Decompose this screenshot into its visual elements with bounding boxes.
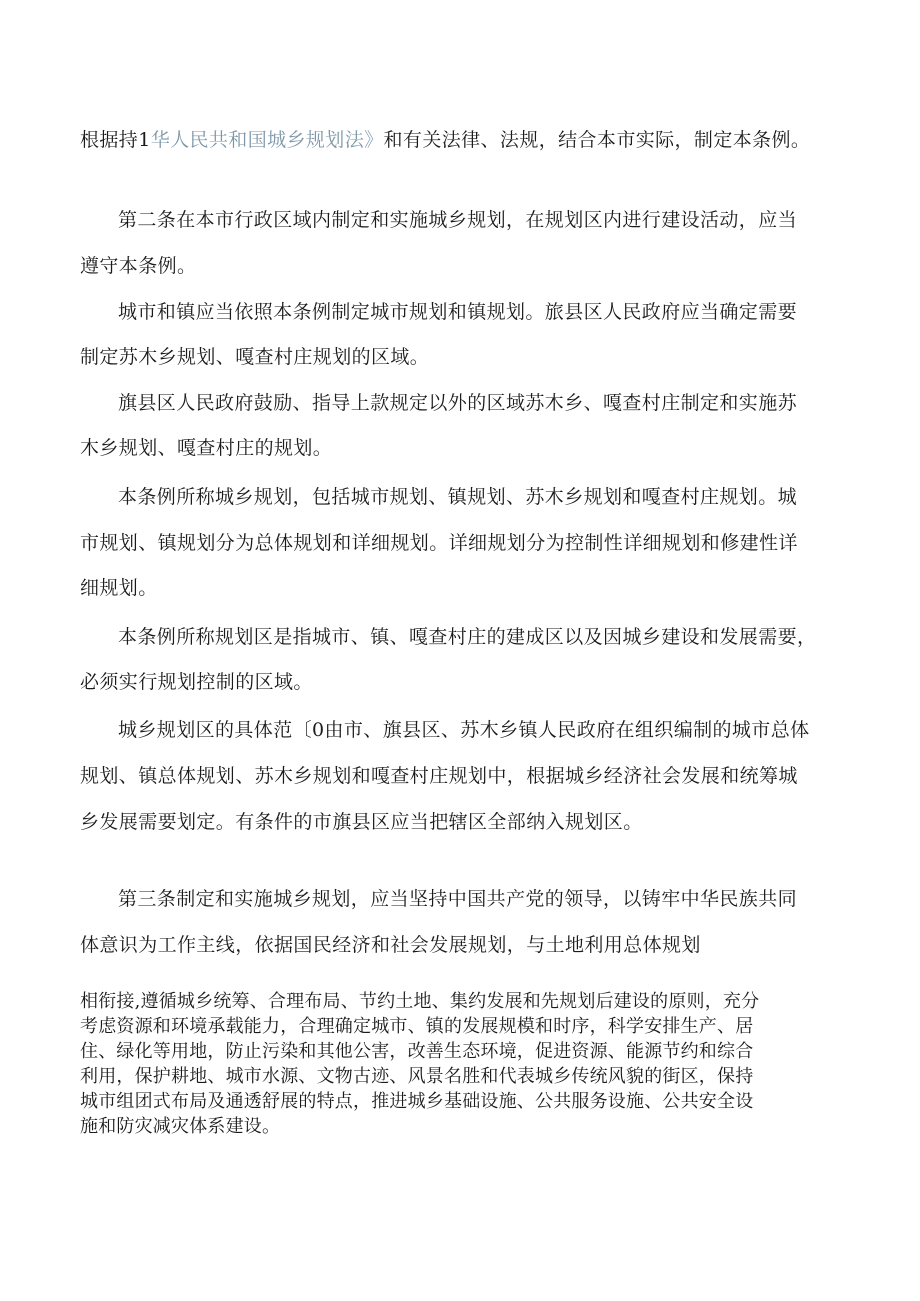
article-1-prefix: 根据持1 xyxy=(80,129,151,151)
article-2-p6-line-3: 乡发展需要划定。有条件的市旗县区应当把辖区全部纳入规划区。 xyxy=(80,811,643,833)
article-2-p5-line-2: 必须实行规划控制的区域。 xyxy=(80,671,313,693)
article-3-p2-line-6: 施和防灾减灾体系建设。 xyxy=(80,1116,281,1137)
article-2-p4-line-2: 市规划、镇规划分为总体规划和详细规划。详细规划分为控制性详细规划和修建性详 xyxy=(80,532,798,554)
article-3-p2-line-4: 利用，保护耕地、城市水源、文物古迹、风景名胜和代表城乡传统风貌的街区，保持 xyxy=(80,1066,754,1087)
article-1-tail xyxy=(80,128,810,152)
article-3-p1-line-2: 体意识为工作主线，依据国民经济和社会发展规划，与土地利用总体规划 xyxy=(80,934,701,956)
article-3-p2-line-3: 住、绿化等用地，防止污染和其他公害，改善生态环境，促进资源、能源节约和综合 xyxy=(80,1041,754,1062)
article-3-p1-line-1: 第三条制定和实施城乡规划，应当坚持中国共产党的领导，以铸牢中华民族共同 xyxy=(118,888,798,910)
article-3-p2-line-5: 城市组团式布局及通透舒展的特点，推进城乡基础设施、公共服务设施、公共安全设 xyxy=(80,1091,754,1112)
article-2-p4-line-1: 本条例所称城乡规划，包括城市规划、镇规划、苏木乡规划和嘎查村庄规划。城 xyxy=(118,486,798,508)
article-2-p3-line-2: 木乡规划、嘎查村庄的规划。 xyxy=(80,437,333,459)
article-3-p2-line-2: 考虑资源和环境承载能力，合理确定城市、镇的发展规模和时序，科学安排生产、居 xyxy=(80,1016,754,1037)
article-2-p2-line-1: 城市和镇应当依照本条例制定城市规划和镇规划。旅县区人民政府应当确定需要 xyxy=(118,301,798,323)
article-2-p6-line-2: 规划、镇总体规划、苏木乡规划和嘎查村庄规划中，根据城乡经济社会发展和统筹城 xyxy=(80,765,798,787)
article-2-p3-line-1: 旗县区人民政府鼓励、指导上款规定以外的区域苏木乡、嘎查村庄制定和实施苏 xyxy=(118,392,798,414)
article-3-p2-line-1: 相衔接,遵循城乡统筹、合理布局、节约土地、集约发展和先规划后建设的原则，充分 xyxy=(80,991,760,1012)
article-2-p4-line-3: 细规划。 xyxy=(80,577,158,599)
law-name: 华人民共和国城乡规划法》 xyxy=(150,129,384,151)
article-2-p2-line-2: 制定苏木乡规划、嘎查村庄规划的区域。 xyxy=(80,346,430,368)
article-2-p5-line-1: 本条例所称规划区是指城市、镇、嘎查村庄的建成区以及因城乡建设和发展需要， xyxy=(118,626,817,648)
article-2-p6-line-1: 城乡规划区的具体范〔0由市、旗县区、苏木乡镇人民政府在组织编制的城市总体 xyxy=(118,719,810,741)
article-2-p1-line-2: 遵守本条例。 xyxy=(80,255,197,277)
article-1-suffix: 和有关法律、法规，结合本市实际，制定本条例。 xyxy=(383,129,811,151)
article-2-p1-line-1: 第二条在本市行政区域内制定和实施城乡规划，在规划区内进行建设活动，应当 xyxy=(118,209,798,231)
